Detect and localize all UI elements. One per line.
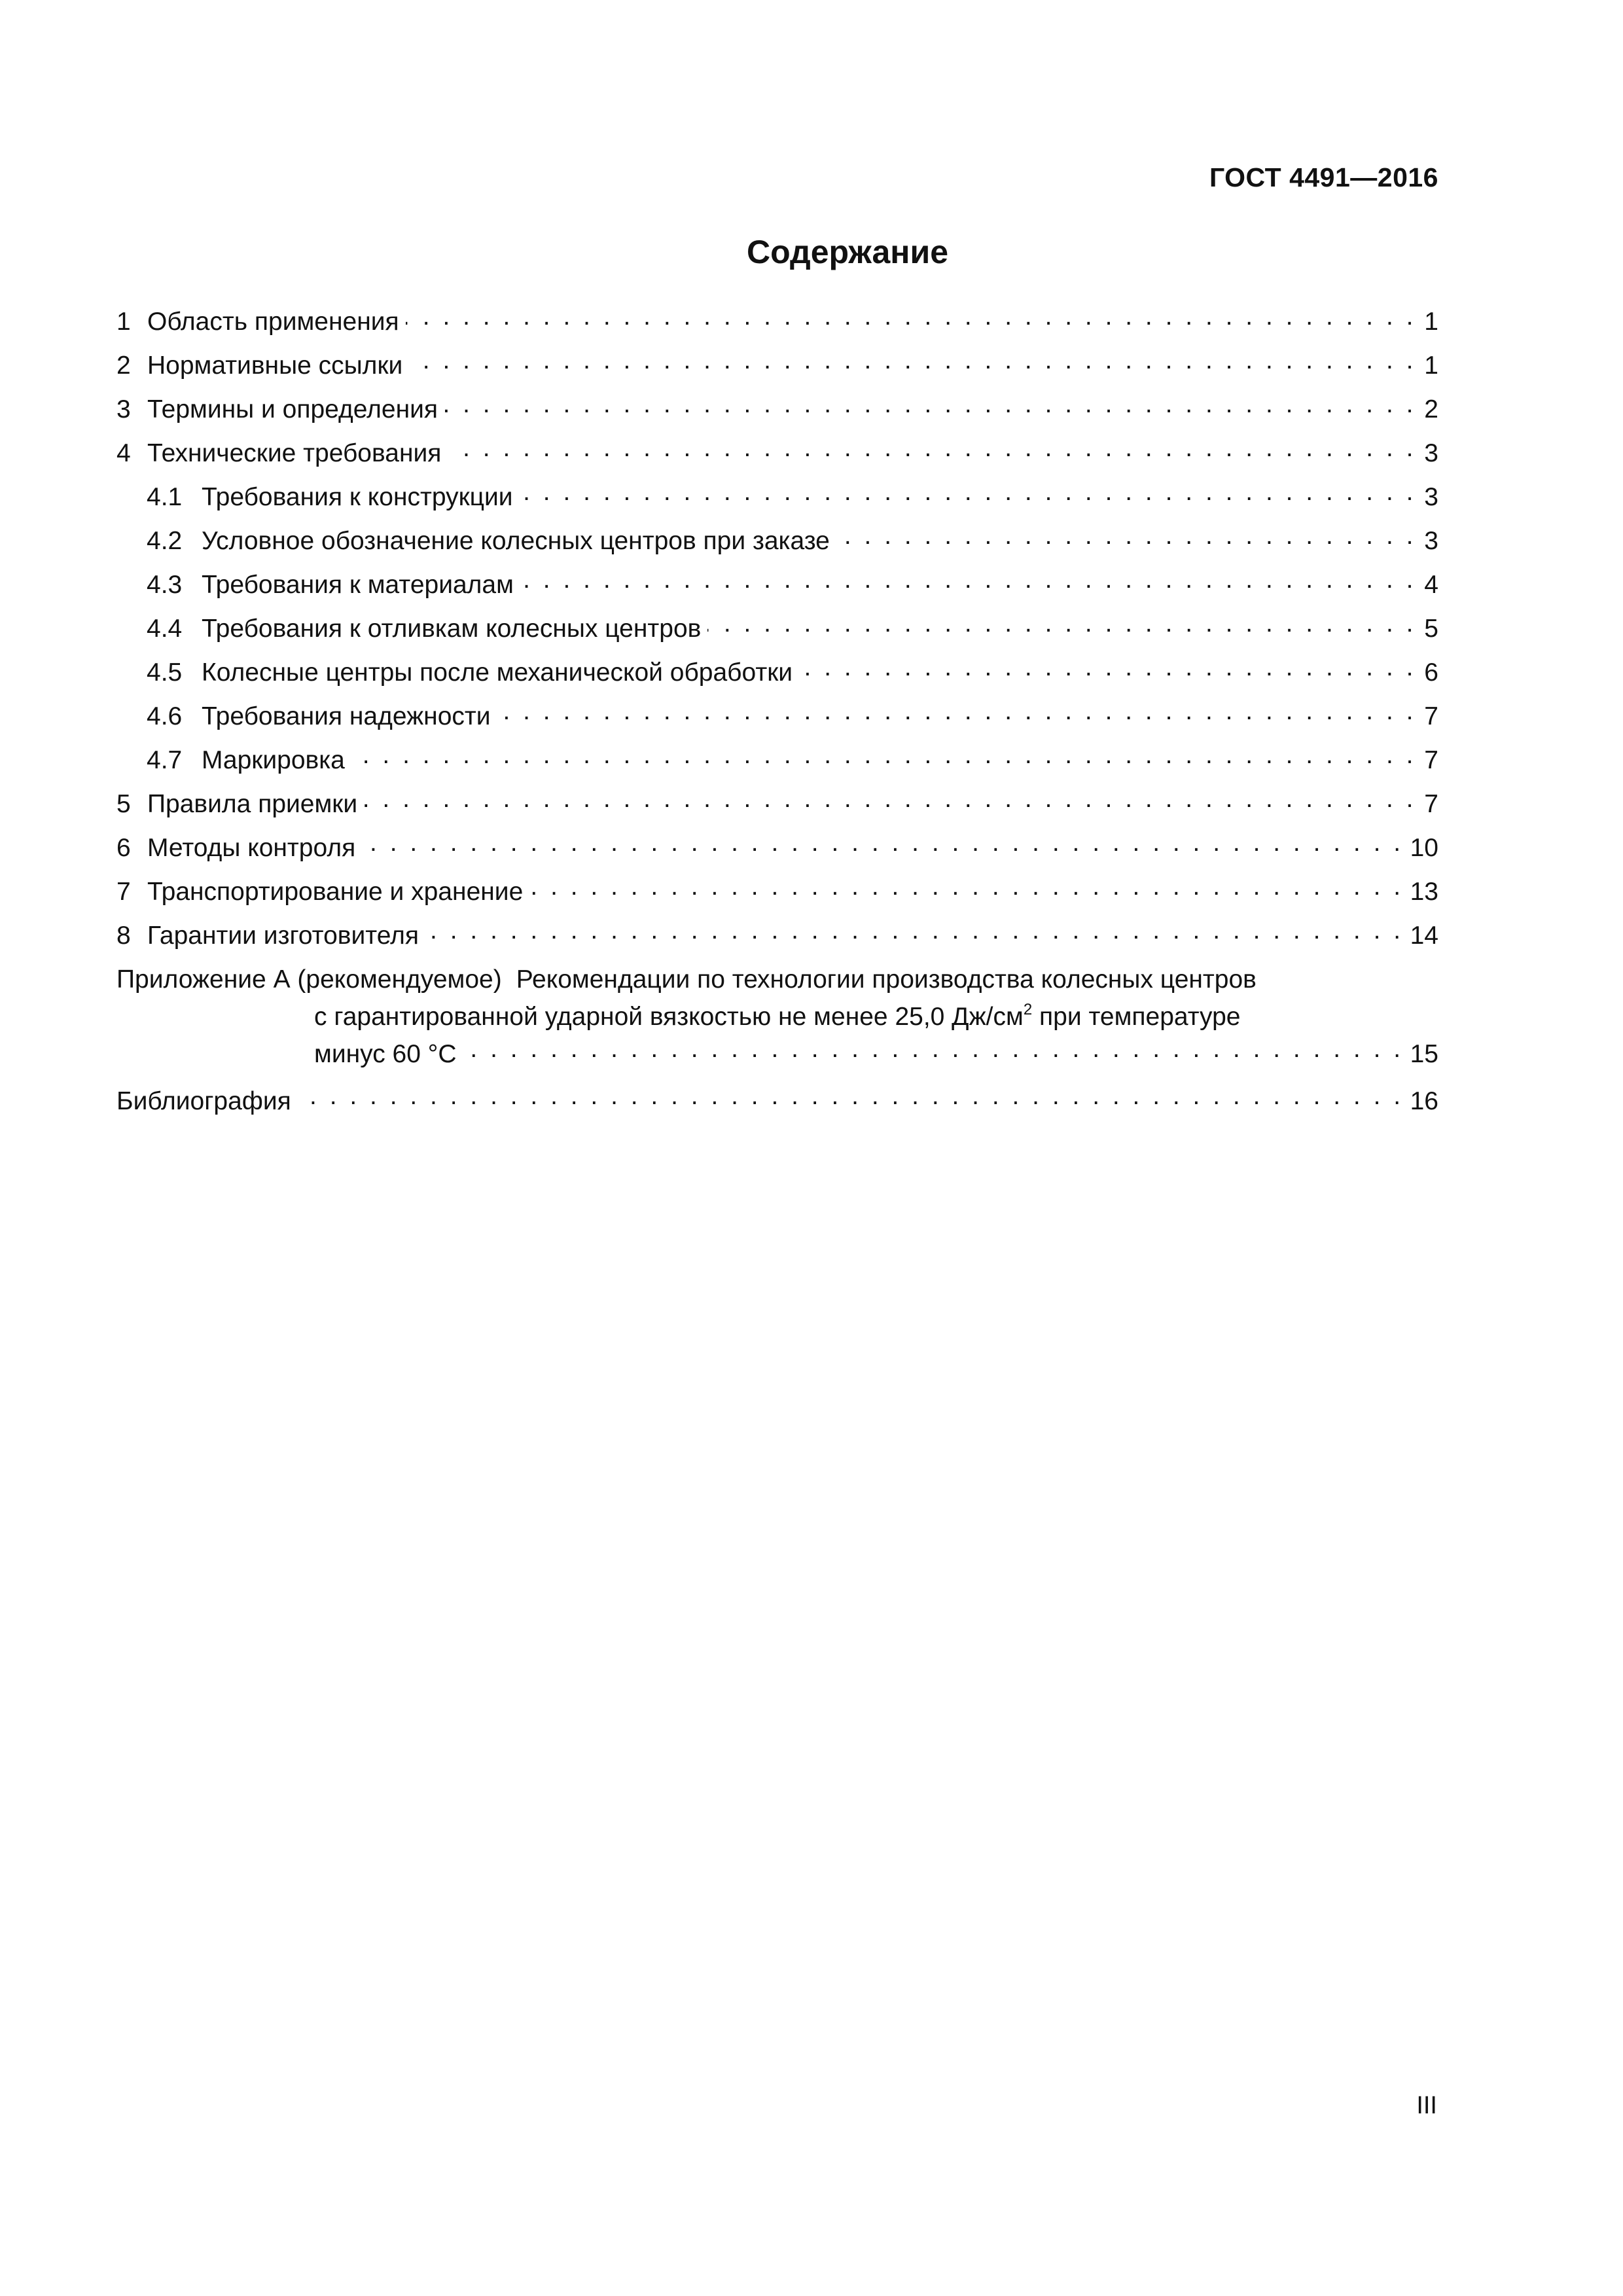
- toc-entry-number: 4.3: [147, 571, 183, 599]
- toc-entry[interactable]: [116, 387, 1438, 431]
- toc-entry-label: Требования к конструкции: [202, 483, 513, 511]
- toc-entry-number: 8: [116, 922, 131, 950]
- toc-entry-label: Условное обозначение колесных центров при заказе: [202, 527, 830, 555]
- toc-entry-number: 4.1: [147, 483, 183, 511]
- toc-entry-label: Нормативные ссылки: [147, 351, 403, 380]
- leader-dots: [298, 1083, 1404, 1109]
- toc-entry-page: 1: [1424, 308, 1438, 336]
- toc-entry-page: 7: [1424, 702, 1438, 730]
- appendix-title-line2a: с гарантированной ударной вязкостью не менее 25,0 Дж/см: [314, 1003, 1024, 1031]
- toc-appendix-entry[interactable]: [116, 961, 1438, 1079]
- toc-entry-page: 13: [1410, 878, 1438, 906]
- toc-entry-number: 4.6: [147, 702, 183, 730]
- appendix-title-line1: Рекомендации по технологии производства колесных центров: [516, 965, 1257, 994]
- toc-entry-number: 4.7: [147, 746, 183, 774]
- toc-entry[interactable]: [116, 300, 1438, 344]
- toc-entry-page: 1: [1424, 351, 1438, 380]
- toc-entry-label: Транспортирование и хранение: [147, 878, 524, 906]
- toc-entry-page: 4: [1424, 571, 1438, 599]
- appendix-prefix: Приложение А (рекомендуемое): [116, 965, 502, 994]
- leader-dots: [707, 611, 1416, 637]
- toc-entry-page: 2: [1424, 395, 1438, 423]
- leader-dots: [444, 391, 1416, 418]
- toc-entry-label: Гарантии изготовителя: [147, 922, 419, 950]
- toc-entry-page: 3: [1424, 527, 1438, 555]
- table-of-contents: [116, 300, 1438, 1123]
- toc-entry-number: 4.5: [147, 658, 183, 687]
- toc-entry-page: 14: [1410, 922, 1438, 950]
- toc-entry-label: Термины и определения: [147, 395, 438, 423]
- appendix-title-line2b: при температуре: [1032, 1003, 1241, 1031]
- toc-subentry[interactable]: [116, 607, 1438, 651]
- toc-entry-label: Технические требования: [147, 439, 442, 467]
- toc-entry-number: 1: [116, 308, 131, 336]
- appendix-superscript: 2: [1023, 1001, 1033, 1018]
- page-title: Содержание: [746, 234, 949, 270]
- toc-entry-number: 7: [116, 878, 131, 906]
- toc-entry-label: Методы контроля: [147, 834, 356, 862]
- appendix-title-line3: минус 60 °С: [314, 1040, 457, 1068]
- toc-entry-label: Библиография: [116, 1087, 291, 1115]
- page-number: III: [1416, 2092, 1437, 2119]
- leader-dots: [406, 304, 1416, 330]
- toc-entry-number: 4.4: [147, 615, 183, 643]
- leader-dots: [529, 874, 1403, 900]
- toc-subentry[interactable]: [116, 563, 1438, 607]
- toc-entry-page: 15: [1410, 1040, 1438, 1068]
- toc-entry-number: 3: [116, 395, 131, 423]
- leader-dots: [351, 742, 1416, 768]
- toc-entry-label: Правила приемки: [147, 790, 358, 818]
- toc-bibliography-entry[interactable]: [116, 1079, 1438, 1123]
- leader-dots: [425, 918, 1404, 944]
- toc-entry-page: 16: [1410, 1087, 1438, 1115]
- toc-subentry[interactable]: [116, 475, 1438, 519]
- toc-entry[interactable]: [116, 826, 1438, 870]
- toc-entry-label: Требования к материалам: [202, 571, 514, 599]
- toc-entry-label: Требования к отливкам колесных центров: [202, 615, 702, 643]
- leader-dots: [497, 698, 1416, 725]
- toc-entry[interactable]: [116, 344, 1438, 387]
- document-code: ГОСТ 4491—2016: [1209, 162, 1438, 192]
- toc-entry-label: Область применения: [147, 308, 399, 336]
- leader-dots: [364, 786, 1416, 812]
- toc-entry-page: 6: [1424, 658, 1438, 687]
- toc-entry-number: 4: [116, 439, 131, 467]
- toc-subentry[interactable]: [116, 651, 1438, 694]
- leader-dots: [799, 655, 1416, 681]
- toc-entry-label: Требования надежности: [202, 702, 491, 730]
- toc-entry-label: Колесные центры после механической обработки: [202, 658, 793, 687]
- toc-subentry[interactable]: [116, 694, 1438, 738]
- toc-entry-page: 5: [1424, 615, 1438, 643]
- toc-entry-page: 3: [1424, 439, 1438, 467]
- toc-entry[interactable]: [116, 782, 1438, 826]
- toc-entry-number: 2: [116, 351, 131, 380]
- toc-entry-page: 10: [1410, 834, 1438, 862]
- toc-entry-page: 7: [1424, 746, 1438, 774]
- toc-entry-page: 3: [1424, 483, 1438, 511]
- leader-dots: [463, 1036, 1404, 1062]
- toc-entry[interactable]: [116, 914, 1438, 958]
- toc-entry-number: 6: [116, 834, 131, 862]
- toc-entry-page: 7: [1424, 790, 1438, 818]
- toc-entry[interactable]: [116, 431, 1438, 475]
- leader-dots: [520, 567, 1416, 593]
- leader-dots: [448, 435, 1416, 461]
- toc-entry-label: Маркировка: [202, 746, 345, 774]
- leader-dots: [362, 830, 1403, 856]
- toc-subentry[interactable]: [116, 738, 1438, 782]
- leader-dots: [836, 523, 1416, 549]
- toc-entry-number: 4.2: [147, 527, 183, 555]
- leader-dots: [409, 348, 1416, 374]
- toc-entry[interactable]: [116, 870, 1438, 914]
- leader-dots: [520, 479, 1416, 505]
- toc-subentry[interactable]: [116, 519, 1438, 563]
- toc-entry-number: 5: [116, 790, 131, 818]
